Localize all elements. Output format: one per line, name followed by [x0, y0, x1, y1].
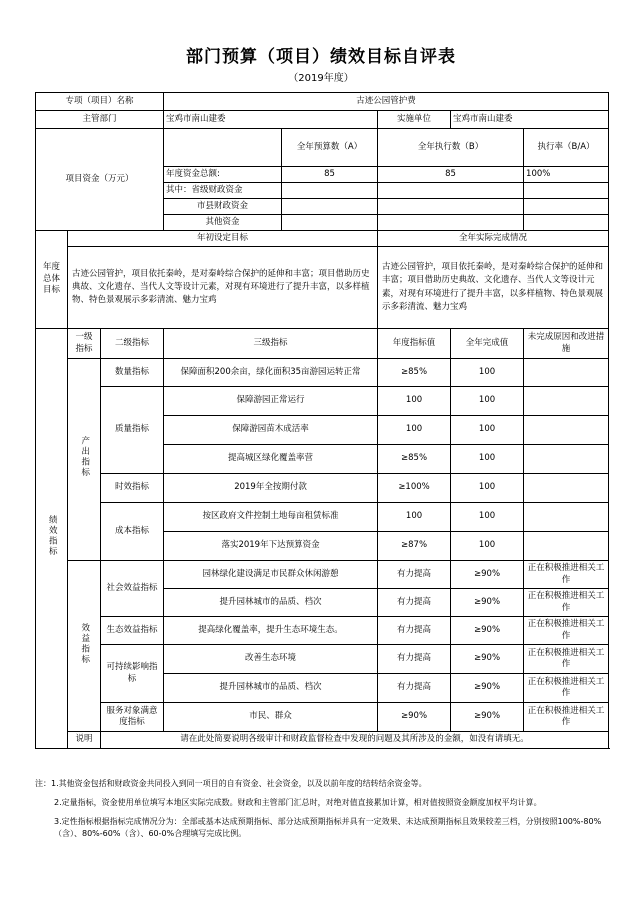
indicator-actual: 100 [451, 503, 524, 532]
indicator-target: 有力提高 [378, 589, 451, 617]
funds-row-rate: 100% [524, 167, 609, 183]
indicator-target: 有力提高 [378, 617, 451, 645]
group-name: 质量指标 [101, 387, 164, 474]
indicator-reason: 正在积极推进相关工作 [524, 645, 609, 674]
goal-set-text: 古迹公园管护，项目依托秦岭，是对秦岭综合保护的延伸和丰富；项目借助历史典故、文化遗存、当代人文等设计元素，对现有环境进行了提升丰富，以多样植物、特色景观展示多彩清流、魅力宝鸡 [68, 247, 378, 329]
indicator-row [36, 617, 609, 645]
funds-row-rate [524, 215, 609, 231]
indicator-actual: ≥90% [451, 617, 524, 645]
indicators-label: 绩效指标 [36, 329, 68, 749]
header-level1: 一级指标 [68, 329, 101, 359]
indicator-header-row [36, 329, 609, 359]
funds-row-exec: 85 [378, 167, 524, 183]
indicator-reason [524, 359, 609, 387]
group-name: 社会效益指标 [101, 561, 164, 617]
project-name-label: 专项（项目）名称 [36, 93, 164, 111]
indicator-actual: 100 [451, 416, 524, 445]
indicator-row [36, 503, 609, 532]
evaluation-table [35, 92, 609, 749]
indicator-item: 提升园林城市的品质、档次 [164, 674, 378, 703]
indicator-item: 提高绿化覆盖率，提升生态环境生态。 [164, 617, 378, 645]
indicator-target: ≥90% [378, 703, 451, 732]
funds-row-label: 其中：省级财政资金 [164, 183, 282, 199]
indicator-reason: 正在积极推进相关工作 [524, 703, 609, 732]
indicator-actual: 100 [451, 474, 524, 503]
indicator-actual: ≥90% [451, 589, 524, 617]
indicator-row [36, 703, 609, 732]
indicator-row [36, 359, 609, 387]
goal-col-set: 年初设定目标 [68, 231, 378, 247]
header-level2: 二级指标 [101, 329, 164, 359]
remark-row [36, 732, 609, 749]
group-name: 生态效益指标 [101, 617, 164, 645]
project-name-value: 古迹公园管护费 [164, 93, 609, 111]
indicator-item: 2019年全按期付款 [164, 474, 378, 503]
indicator-target: 有力提高 [378, 561, 451, 589]
indicator-reason [524, 532, 609, 561]
funds-row-budget [282, 199, 378, 215]
indicator-item: 园林绿化建设满足市民群众休闲游憩 [164, 561, 378, 589]
funds-row-label: 其他资金 [164, 215, 282, 231]
funds-col-rate: 执行率（B/A） [524, 129, 609, 167]
indicator-target: ≥87% [378, 532, 451, 561]
indicator-reason [524, 503, 609, 532]
footnote-1: 注：1.其他资金包括和财政资金共同投入到同一项目的自有资金、社会资金，以及以前年度的结转结余资金等。 [35, 779, 427, 788]
indicator-actual: ≥90% [451, 703, 524, 732]
indicator-reason: 正在积极推进相关工作 [524, 589, 609, 617]
indicator-item: 市民、群众 [164, 703, 378, 732]
dept-label: 主管部门 [36, 111, 164, 129]
funds-row-exec [378, 183, 524, 199]
funds-row-rate [524, 183, 609, 199]
effect-label: 效益指标 [68, 561, 101, 732]
indicator-item: 落实2019年下达预算资金 [164, 532, 378, 561]
group-name: 服务对象满意度指标 [101, 703, 164, 732]
indicator-item: 改善生态环境 [164, 645, 378, 674]
group-name: 成本指标 [101, 503, 164, 561]
goal-done-text: 古迹公园管护，项目依托秦岭，是对秦岭综合保护的延伸和丰富；项目借助历史典故、文化遗存、当代人文等设计元素，对现有环境进行了提升丰富，以多样植物、特色景观展示多彩清流、魅力宝鸡 [378, 247, 609, 329]
funds-row-budget [282, 183, 378, 199]
indicator-item: 保障游园正常运行 [164, 387, 378, 416]
indicator-row [36, 561, 609, 589]
dept-value: 宝鸡市南山建委 [164, 111, 378, 129]
indicator-item: 提升园林城市的品质、档次 [164, 589, 378, 617]
indicator-target: 有力提高 [378, 645, 451, 674]
remark-label: 说明 [68, 732, 101, 749]
indicator-actual: ≥90% [451, 674, 524, 703]
indicator-target: ≥100% [378, 474, 451, 503]
indicator-actual: ≥90% [451, 645, 524, 674]
group-name: 数量指标 [101, 359, 164, 387]
goal-header-row [36, 231, 609, 247]
indicator-item: 按区政府文件控制土地每亩租赁标准 [164, 503, 378, 532]
indicator-reason [524, 416, 609, 445]
indicator-actual: 100 [451, 532, 524, 561]
header-target: 年度指标值 [378, 329, 451, 359]
funds-row-rate [524, 199, 609, 215]
indicator-row [36, 387, 609, 416]
indicator-actual: 100 [451, 359, 524, 387]
group-name: 可持续影响指标 [101, 645, 164, 703]
goal-text-row [36, 247, 609, 329]
funds-row-exec [378, 199, 524, 215]
indicator-target: 100 [378, 503, 451, 532]
department-row [36, 111, 609, 129]
indicator-actual: 100 [451, 445, 524, 474]
indicator-item: 提高城区绿化覆盖率营 [164, 445, 378, 474]
impl-value: 宝鸡市南山建委 [451, 111, 609, 129]
header-reason: 未完成原因和改进措施 [524, 329, 609, 359]
indicator-target: 100 [378, 387, 451, 416]
funds-row-budget: 85 [282, 167, 378, 183]
funds-row-label: 年度资金总额: [164, 167, 282, 183]
indicator-reason: 正在积极推进相关工作 [524, 617, 609, 645]
indicator-actual: 100 [451, 387, 524, 416]
funds-col-exec: 全年执行数（B） [378, 129, 524, 167]
funds-header-row [36, 129, 609, 167]
goal-col-done: 全年实际完成情况 [378, 231, 609, 247]
funds-label: 项目资金（万元） [36, 129, 164, 231]
project-name-row [36, 93, 609, 111]
indicator-item: 保障面积200余亩，绿化面积35亩游园运转正常 [164, 359, 378, 387]
output-label: 产出指标 [68, 359, 101, 561]
footnotes [35, 778, 608, 847]
indicator-actual: ≥90% [451, 561, 524, 589]
indicator-target: 100 [378, 416, 451, 445]
indicator-reason: 正在积极推进相关工作 [524, 561, 609, 589]
funds-empty-cell [164, 129, 282, 167]
footnote-2: 2.定量指标，资金使用单位填写本地区实际完成数。财政和主管部门汇总时，对绝对值直接累加计算，相对值按照资金额度加权平均计算。 [54, 797, 542, 807]
indicator-row [36, 474, 609, 503]
funds-row-budget [282, 215, 378, 231]
footnote-3: 3.定性指标根据指标完成情况分为：全部或基本达成预期指标、部分达成预期指标并具有一定效果、未达成预期指标且效果较差三档，分别按照100%-80%（含）、80%-60%（含）、60-0%合理填写完成比例。 [54, 816, 602, 839]
indicator-target: ≥85% [378, 359, 451, 387]
impl-label: 实施单位 [378, 111, 451, 129]
indicator-target: ≥85% [378, 445, 451, 474]
funds-row-exec [378, 215, 524, 231]
indicator-reason: 正在积极推进相关工作 [524, 674, 609, 703]
header-actual: 全年完成值 [451, 329, 524, 359]
header-level3: 三级指标 [164, 329, 378, 359]
report-year: （2019年度） [288, 73, 354, 84]
indicator-row [36, 645, 609, 674]
indicator-item: 保障游园苗木成活率 [164, 416, 378, 445]
indicator-reason [524, 445, 609, 474]
indicator-reason [524, 474, 609, 503]
page-title: 部门预算（项目）绩效目标自评表 [186, 47, 456, 67]
funds-row-label: 市县财政资金 [164, 199, 282, 215]
indicator-target: 有力提高 [378, 674, 451, 703]
group-name: 时效指标 [101, 474, 164, 503]
remark-text: 请在此处简要说明各级审计和财政监督检查中发现的问题及其所涉及的金额，如没有请填无。 [101, 732, 609, 749]
goal-label: 年度总体目标 [36, 231, 68, 329]
funds-col-budget: 全年预算数（A） [282, 129, 378, 167]
indicator-reason [524, 387, 609, 416]
